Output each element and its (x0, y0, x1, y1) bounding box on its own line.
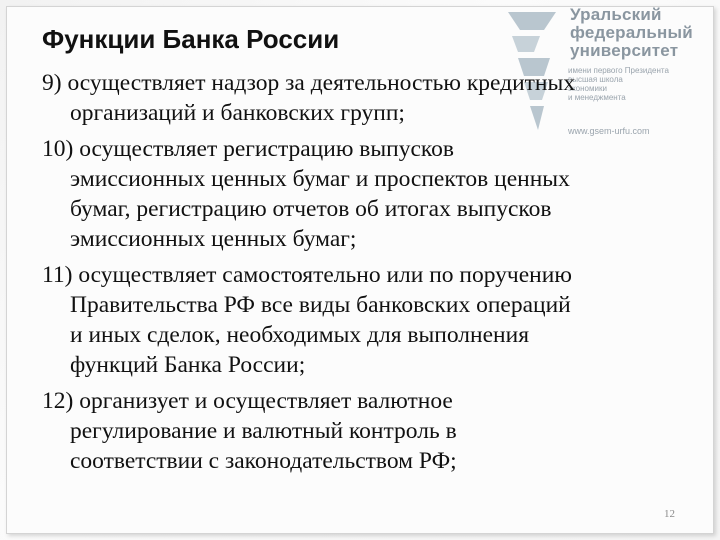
logo-name-line: федеральный (570, 23, 693, 42)
item-first-line: 11) осуществляет самостоятельно или по поручению (42, 262, 572, 288)
list-item (42, 68, 692, 128)
item-continuation-line: эмиссионных ценных бумаг; (70, 226, 357, 252)
item-continuation-line: регулирование и валютный контроль в (70, 418, 457, 444)
list-item (42, 386, 692, 476)
item-first-line: 12) организует и осуществляет валютное (42, 388, 453, 414)
slide-title: Функции Банка России (42, 24, 340, 54)
logo-sub-line: и менеджмента (568, 93, 626, 102)
item-first-line: 9) осуществляет надзор за деятельностью кредитных (42, 70, 576, 96)
page-number: 12 (664, 508, 675, 520)
logo-url: www.gsem-urfu.com (568, 126, 650, 136)
item-continuation-line: соответствии с законодательством РФ; (70, 448, 457, 474)
logo-name-line: Уральский (570, 5, 662, 24)
item-continuation-line: бумаг, регистрацию отчетов об итогах выпусков (70, 196, 552, 222)
functions-list (42, 68, 692, 482)
list-item (42, 134, 692, 254)
item-continuation-line: эмиссионных ценных бумаг и проспектов ценных (70, 166, 570, 192)
item-continuation-line: Правительства РФ все виды банковских операций (70, 292, 571, 318)
logo-sub-line: имени первого Президента (568, 66, 669, 75)
item-continuation-line: и иных сделок, необходимых для выполнения (70, 322, 530, 348)
list-item (42, 260, 692, 380)
logo-name-line: университет (570, 41, 679, 60)
logo-sub-line: экономики (568, 84, 607, 93)
item-first-line: 10) осуществляет регистрацию выпусков (42, 136, 454, 162)
logo-sub-line: высшая школа (568, 75, 623, 84)
item-continuation-line: организаций и банковских групп; (70, 100, 405, 126)
item-continuation-line: функций Банка России; (70, 352, 306, 378)
logo-university-name (570, 6, 693, 60)
